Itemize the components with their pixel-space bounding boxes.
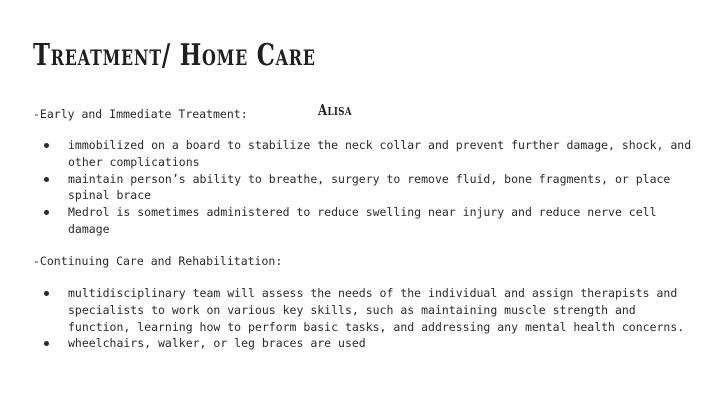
list-item-text: multidisciplinary team will assess the needs of the individual and assign therapists and specialists to work on various key skills, such as maintaining muscle strength and function, learning how to perform basic tasks, and addressing any mental health concerns. xyxy=(68,286,685,334)
continuing-care-list xyxy=(33,285,695,352)
bullet-icon xyxy=(44,177,49,182)
early-treatment-list xyxy=(33,137,695,238)
list-item xyxy=(33,285,695,335)
list-item xyxy=(33,204,695,238)
list-item-text: wheelchairs, walker, or leg braces are used xyxy=(68,336,366,351)
bullet-icon xyxy=(44,291,49,296)
slide-title: Treatment/ Home Care xyxy=(33,38,316,73)
list-item xyxy=(33,335,695,352)
section-heading-continuing-care: -Continuing Care and Rehabilitation: xyxy=(33,254,283,268)
list-item-text: Medrol is sometimes administered to reduce swelling near injury and reduce nerve cell damage xyxy=(68,205,657,236)
bullet-icon xyxy=(44,341,49,346)
list-item-text: maintain person’s ability to breathe, surgery to remove fluid, bone fragments, or place spinal brace xyxy=(68,171,671,203)
bullet-icon xyxy=(44,210,49,215)
list-item xyxy=(33,171,695,205)
list-item xyxy=(33,137,695,171)
bullet-icon xyxy=(44,143,49,148)
author-name: Alisa xyxy=(318,101,352,119)
section-heading-early-treatment: -Early and Immediate Treatment: xyxy=(33,107,248,121)
list-item-text: immobilized on a board to stabilize the neck collar and prevent further damage, shock, and other complications xyxy=(68,138,692,169)
